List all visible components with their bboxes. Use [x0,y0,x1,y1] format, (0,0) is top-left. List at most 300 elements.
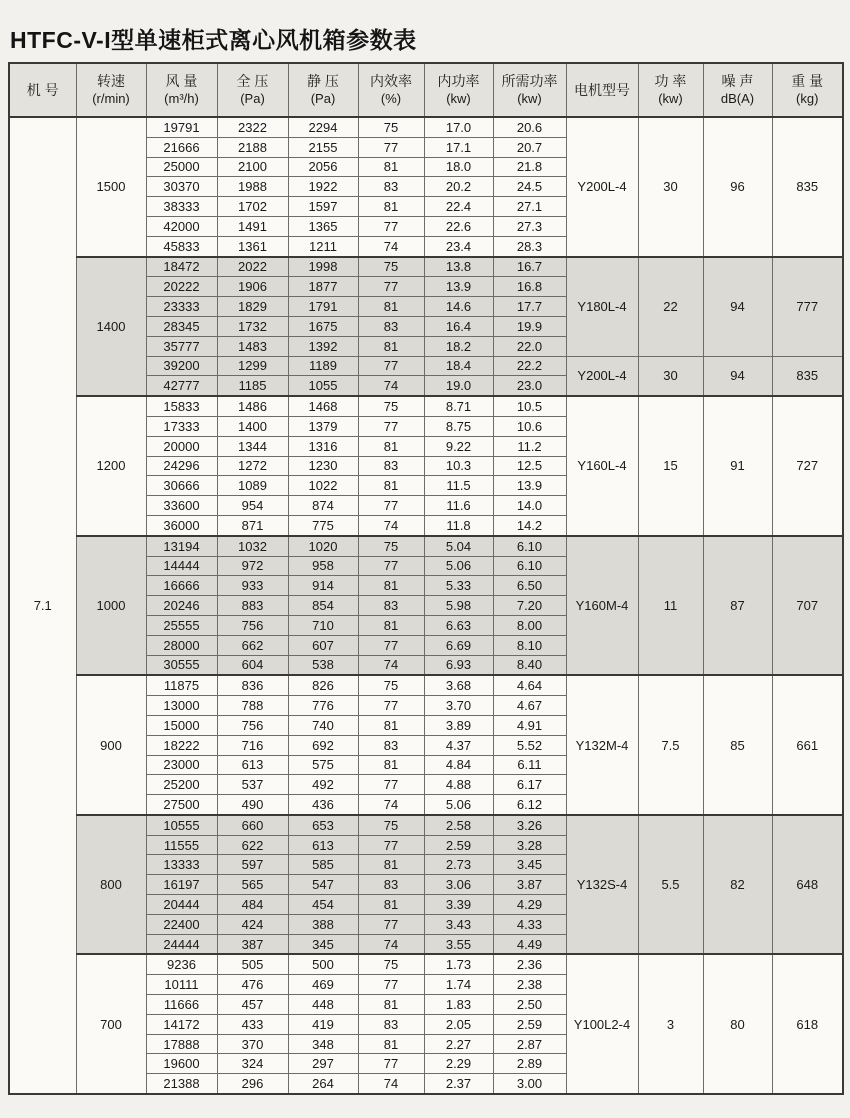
data-cell: 81 [358,855,424,875]
data-cell: 13000 [146,696,217,716]
data-cell: 77 [358,416,424,436]
data-cell: 23.4 [424,236,493,256]
data-cell: 387 [217,934,288,954]
column-header-unit: (Pa) [310,90,336,106]
data-cell: 11.5 [424,476,493,496]
data-cell: 6.11 [493,755,566,775]
data-cell: 2.50 [493,995,566,1015]
data-cell: 756 [217,615,288,635]
column-header-label: 电机型号 [574,81,630,98]
header-row [9,63,843,117]
data-cell: 21388 [146,1074,217,1094]
data-cell: 1392 [288,336,358,356]
data-cell: 77 [358,835,424,855]
data-cell: 10111 [146,975,217,995]
data-cell: 18.0 [424,157,493,177]
data-cell: 4.88 [424,775,493,795]
data-cell: 19600 [146,1054,217,1074]
data-cell: 13.9 [493,476,566,496]
motor-noise-cell: 94 [703,356,772,396]
data-cell: 75 [358,536,424,556]
data-cell: 914 [288,576,358,596]
data-cell: 788 [217,696,288,716]
data-cell: 13.8 [424,257,493,277]
data-cell: 2.27 [424,1034,493,1054]
data-cell: 77 [358,216,424,236]
column-header-label: 全 压 [236,73,269,90]
data-cell: 81 [358,197,424,217]
data-cell: 27.1 [493,197,566,217]
data-cell: 8.75 [424,416,493,436]
column-header [217,63,288,117]
data-cell: 1189 [288,356,358,376]
data-cell: 1468 [288,396,358,416]
data-cell: 1906 [217,277,288,297]
data-cell: 23333 [146,297,217,317]
data-cell: 1791 [288,297,358,317]
data-cell: 11666 [146,995,217,1015]
motor-weight-cell: 648 [772,815,843,955]
data-cell: 2056 [288,157,358,177]
column-header-label: 机 号 [26,81,59,98]
data-cell: 2.37 [424,1074,493,1094]
data-cell: 2.59 [424,835,493,855]
motor-model-cell: Y200L-4 [566,117,638,257]
fan-parameters-table [8,62,844,1095]
column-header-label: 转速 [97,73,125,90]
data-cell: 6.50 [493,576,566,596]
data-cell: 15833 [146,396,217,416]
table-row [9,257,843,277]
data-cell: 716 [217,735,288,755]
data-cell: 45833 [146,236,217,256]
data-cell: 81 [358,895,424,915]
motor-noise-cell: 80 [703,954,772,1094]
motor-model-cell: Y100L2-4 [566,954,638,1094]
data-cell: 5.06 [424,795,493,815]
data-cell: 30666 [146,476,217,496]
data-cell: 2.59 [493,1014,566,1034]
data-cell: 14.2 [493,515,566,535]
data-cell: 424 [217,914,288,934]
data-cell: 874 [288,496,358,516]
data-cell: 75 [358,257,424,277]
data-cell: 1400 [217,416,288,436]
data-cell: 345 [288,934,358,954]
data-cell: 1597 [288,197,358,217]
column-header [566,63,638,117]
column-header-unit: (kg) [796,90,819,106]
data-cell: 25200 [146,775,217,795]
data-cell: 8.40 [493,655,566,675]
data-cell: 4.67 [493,696,566,716]
speed-cell: 1500 [76,117,146,257]
data-cell: 2.58 [424,815,493,835]
data-cell: 4.49 [493,934,566,954]
data-cell: 1211 [288,236,358,256]
data-cell: 3.43 [424,914,493,934]
data-cell: 11.8 [424,515,493,535]
data-cell: 348 [288,1034,358,1054]
data-cell: 5.06 [424,556,493,576]
data-cell: 22.6 [424,216,493,236]
motor-model-cell: Y160M-4 [566,536,638,676]
motor-weight-cell: 661 [772,675,843,815]
data-cell: 854 [288,596,358,616]
data-cell: 3.70 [424,696,493,716]
data-cell: 19.0 [424,376,493,396]
data-cell: 74 [358,376,424,396]
data-cell: 9236 [146,954,217,974]
data-cell: 77 [358,277,424,297]
table-row [9,536,843,556]
data-cell: 575 [288,755,358,775]
data-cell: 20.6 [493,117,566,137]
data-cell: 17888 [146,1034,217,1054]
column-header-unit: (m³/h) [164,90,199,106]
data-cell: 33600 [146,496,217,516]
data-cell: 17.1 [424,137,493,157]
data-cell: 565 [217,875,288,895]
speed-cell: 1400 [76,257,146,397]
motor-noise-cell: 91 [703,396,772,536]
data-cell: 2188 [217,137,288,157]
data-cell: 15000 [146,715,217,735]
data-cell: 388 [288,914,358,934]
data-cell: 14444 [146,556,217,576]
motor-weight-cell: 835 [772,117,843,257]
data-cell: 20.7 [493,137,566,157]
data-cell: 81 [358,755,424,775]
data-cell: 1491 [217,216,288,236]
data-cell: 81 [358,476,424,496]
data-cell: 436 [288,795,358,815]
data-cell: 1185 [217,376,288,396]
data-cell: 75 [358,675,424,695]
column-header-label: 所需功率 [501,73,558,90]
data-cell: 419 [288,1014,358,1034]
data-cell: 22400 [146,914,217,934]
data-cell: 22.0 [493,336,566,356]
data-cell: 83 [358,456,424,476]
data-cell: 13.9 [424,277,493,297]
data-cell: 484 [217,895,288,915]
data-cell: 83 [358,875,424,895]
data-cell: 10.5 [493,396,566,416]
column-header-label: 内功率 [437,73,480,90]
data-cell: 1732 [217,316,288,336]
data-cell: 24444 [146,934,217,954]
motor-noise-cell: 87 [703,536,772,676]
data-cell: 1829 [217,297,288,317]
data-cell: 81 [358,715,424,735]
data-cell: 692 [288,735,358,755]
data-cell: 16.4 [424,316,493,336]
data-cell: 24.5 [493,177,566,197]
data-cell: 585 [288,855,358,875]
data-cell: 1877 [288,277,358,297]
data-cell: 1988 [217,177,288,197]
data-cell: 1.83 [424,995,493,1015]
data-cell: 3.26 [493,815,566,835]
data-cell: 1675 [288,316,358,336]
data-cell: 1020 [288,536,358,556]
data-cell: 1344 [217,436,288,456]
table-header [9,63,843,117]
data-cell: 433 [217,1014,288,1034]
column-header [772,63,843,117]
data-cell: 4.29 [493,895,566,915]
data-cell: 83 [358,596,424,616]
data-cell: 836 [217,675,288,695]
data-cell: 77 [358,696,424,716]
data-cell: 20.2 [424,177,493,197]
data-cell: 1316 [288,436,358,456]
column-header-unit: (r/min) [92,90,130,106]
data-cell: 4.64 [493,675,566,695]
data-cell: 604 [217,655,288,675]
data-cell: 1361 [217,236,288,256]
data-cell: 77 [358,496,424,516]
data-cell: 3.45 [493,855,566,875]
data-cell: 77 [358,1054,424,1074]
data-cell: 1299 [217,356,288,376]
data-cell: 1.73 [424,954,493,974]
data-cell: 1483 [217,336,288,356]
data-cell: 622 [217,835,288,855]
data-cell: 20444 [146,895,217,915]
data-cell: 21666 [146,137,217,157]
data-cell: 2.38 [493,975,566,995]
data-cell: 14172 [146,1014,217,1034]
data-cell: 38333 [146,197,217,217]
data-cell: 17333 [146,416,217,436]
data-cell: 3.06 [424,875,493,895]
data-cell: 18472 [146,257,217,277]
data-cell: 324 [217,1054,288,1074]
data-cell: 14.0 [493,496,566,516]
column-header-unit: (Pa) [240,90,265,106]
data-cell: 8.71 [424,396,493,416]
column-header [638,63,703,117]
data-cell: 25555 [146,615,217,635]
motor-power-cell: 15 [638,396,703,536]
data-cell: 77 [358,775,424,795]
data-cell: 6.12 [493,795,566,815]
data-cell: 2.89 [493,1054,566,1074]
motor-model-cell: Y180L-4 [566,257,638,356]
data-cell: 756 [217,715,288,735]
data-cell: 1022 [288,476,358,496]
data-cell: 10555 [146,815,217,835]
data-cell: 933 [217,576,288,596]
data-cell: 75 [358,815,424,835]
data-cell: 10.6 [493,416,566,436]
data-cell: 4.84 [424,755,493,775]
motor-model-cell: Y160L-4 [566,396,638,536]
data-cell: 607 [288,635,358,655]
data-cell: 2.29 [424,1054,493,1074]
data-cell: 42000 [146,216,217,236]
data-cell: 83 [358,177,424,197]
data-cell: 19.9 [493,316,566,336]
column-header-unit: (%) [380,90,402,106]
column-header-label: 静 压 [307,73,339,90]
column-header-unit: (kw) [446,90,471,106]
data-cell: 12.5 [493,456,566,476]
data-cell: 776 [288,696,358,716]
motor-weight-cell: 835 [772,356,843,396]
motor-model-cell: Y132S-4 [566,815,638,955]
data-cell: 3.00 [493,1074,566,1094]
data-cell: 2.36 [493,954,566,974]
data-cell: 74 [358,934,424,954]
data-cell: 2.87 [493,1034,566,1054]
speed-cell: 800 [76,815,146,955]
speed-cell: 1200 [76,396,146,536]
data-cell: 954 [217,496,288,516]
data-cell: 28345 [146,316,217,336]
data-cell: 9.22 [424,436,493,456]
data-cell: 39200 [146,356,217,376]
data-cell: 19791 [146,117,217,137]
data-cell: 81 [358,336,424,356]
data-cell: 2322 [217,117,288,137]
data-cell: 10.3 [424,456,493,476]
data-cell: 24296 [146,456,217,476]
data-cell: 20222 [146,277,217,297]
data-cell: 492 [288,775,358,795]
data-cell: 2155 [288,137,358,157]
motor-weight-cell: 727 [772,396,843,536]
data-cell: 30370 [146,177,217,197]
data-cell: 6.69 [424,635,493,655]
data-cell: 613 [217,755,288,775]
column-header [288,63,358,117]
data-cell: 22.4 [424,197,493,217]
data-cell: 25000 [146,157,217,177]
column-header-label: 重 量 [791,73,824,90]
data-cell: 74 [358,1074,424,1094]
data-cell: 11.2 [493,436,566,456]
data-cell: 8.10 [493,635,566,655]
data-cell: 6.17 [493,775,566,795]
data-cell: 3.87 [493,875,566,895]
data-cell: 77 [358,356,424,376]
column-header [76,63,146,117]
data-cell: 538 [288,655,358,675]
data-cell: 2294 [288,117,358,137]
column-header-unit: (kw) [517,90,542,106]
data-cell: 77 [358,137,424,157]
motor-power-cell: 30 [638,117,703,257]
data-cell: 81 [358,1034,424,1054]
data-cell: 74 [358,236,424,256]
column-header [424,63,493,117]
data-cell: 13333 [146,855,217,875]
table-body [9,117,843,1094]
data-cell: 35777 [146,336,217,356]
data-cell: 660 [217,815,288,835]
data-cell: 6.10 [493,556,566,576]
data-cell: 20000 [146,436,217,456]
data-cell: 11875 [146,675,217,695]
data-cell: 77 [358,556,424,576]
data-cell: 4.37 [424,735,493,755]
motor-weight-cell: 707 [772,536,843,676]
data-cell: 613 [288,835,358,855]
data-cell: 81 [358,436,424,456]
column-header [703,63,772,117]
data-cell: 7.20 [493,596,566,616]
motor-noise-cell: 85 [703,675,772,815]
data-cell: 36000 [146,515,217,535]
table-row [9,954,843,974]
data-cell: 8.00 [493,615,566,635]
data-cell: 537 [217,775,288,795]
data-cell: 297 [288,1054,358,1074]
data-cell: 469 [288,975,358,995]
speed-cell: 1000 [76,536,146,676]
data-cell: 75 [358,117,424,137]
data-cell: 3.68 [424,675,493,695]
data-cell: 2022 [217,257,288,277]
data-cell: 490 [217,795,288,815]
data-cell: 77 [358,914,424,934]
speed-cell: 900 [76,675,146,815]
data-cell: 2.73 [424,855,493,875]
column-header [358,63,424,117]
data-cell: 1089 [217,476,288,496]
data-cell: 77 [358,635,424,655]
data-cell: 264 [288,1074,358,1094]
data-cell: 11.6 [424,496,493,516]
data-cell: 547 [288,875,358,895]
data-cell: 972 [217,556,288,576]
data-cell: 5.52 [493,735,566,755]
data-cell: 81 [358,995,424,1015]
data-cell: 1998 [288,257,358,277]
data-cell: 81 [358,157,424,177]
column-header-label: 内效率 [370,73,412,90]
data-cell: 6.93 [424,655,493,675]
data-cell: 18.2 [424,336,493,356]
data-cell: 1032 [217,536,288,556]
column-header-label: 风 量 [165,73,198,90]
data-cell: 18222 [146,735,217,755]
table-row [9,396,843,416]
data-cell: 23.0 [493,376,566,396]
data-cell: 1365 [288,216,358,236]
data-cell: 370 [217,1034,288,1054]
data-cell: 4.91 [493,715,566,735]
data-cell: 75 [358,396,424,416]
data-cell: 16.8 [493,277,566,297]
data-cell: 1702 [217,197,288,217]
data-cell: 30555 [146,655,217,675]
data-cell: 296 [217,1074,288,1094]
data-cell: 16197 [146,875,217,895]
column-header-label: 噪 声 [721,73,754,90]
motor-power-cell: 3 [638,954,703,1094]
data-cell: 958 [288,556,358,576]
data-cell: 14.6 [424,297,493,317]
data-cell: 83 [358,735,424,755]
column-header [146,63,217,117]
data-cell: 23000 [146,755,217,775]
table-row [9,815,843,835]
data-cell: 83 [358,1014,424,1034]
